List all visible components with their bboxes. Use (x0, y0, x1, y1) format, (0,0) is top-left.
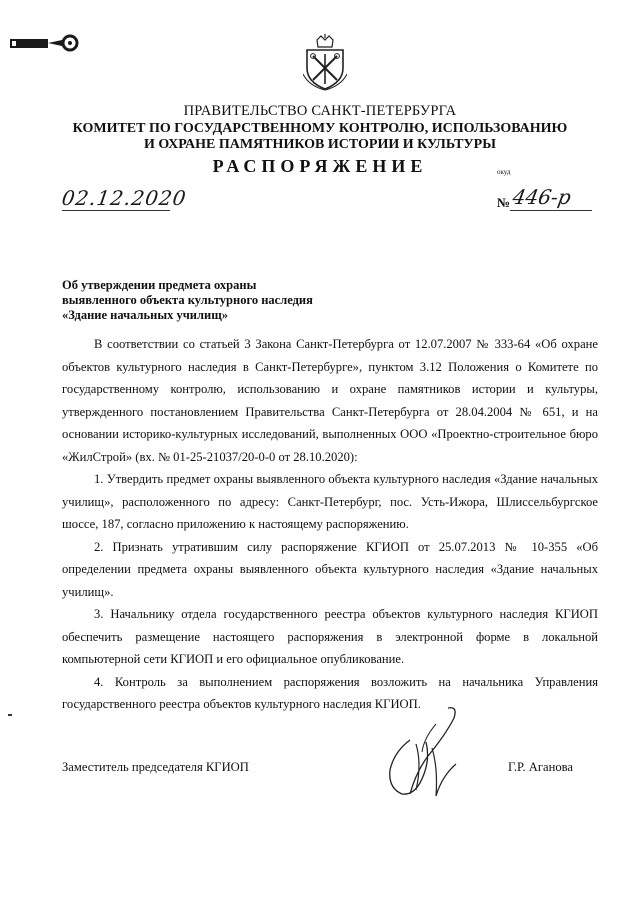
okud-label: окуд (497, 168, 511, 176)
subject-line2: выявленного объекта культурного наследия (62, 293, 313, 307)
subject-line3: «Здание начальных училищ» (62, 308, 229, 322)
number-underline (510, 210, 592, 211)
document-type: РАСПОРЯЖЕНИЕ (212, 156, 428, 176)
document-body (62, 333, 598, 716)
st-petersburg-coat-of-arms-icon (303, 34, 347, 92)
clause-3: 3. Начальнику отдела государственного реестра объектов культурного наследия КГИОП обеспечить размещение настоящего распоряжения в электронной форме в локальной компьютерной сети КГИОП и его официальное опубликование. (62, 607, 598, 666)
margin-mark (8, 714, 12, 716)
subject-line1: Об утверждении предмета охраны (62, 278, 257, 292)
number-sign: № (497, 195, 511, 210)
committee-name-line2: И ОХРАНЕ ПАМЯТНИКОВ ИСТОРИИ И КУЛЬТУРЫ (144, 137, 496, 152)
signatory-title: Заместитель председателя КГИОП (62, 760, 249, 774)
committee-name-line1: КОМИТЕТ ПО ГОСУДАРСТВЕННОМУ КОНТРОЛЮ, ИСПОЛЬЗОВАНИЮ (72, 121, 568, 136)
government-title: ПРАВИТЕЛЬСТВО САНКТ-ПЕТЕРБУРГА (183, 103, 457, 119)
document-number: 446-р (510, 185, 573, 209)
signatory-name: Г.Р. Аганова (508, 760, 573, 774)
document-subject (62, 278, 313, 323)
clause-2: 2. Признать утратившим силу распоряжение КГИОП от 25.07.2013 № 10-355 «Об определении предмета охраны выявленного объекта культурного наследия «Здание начальных училищ». (62, 539, 598, 599)
preamble-paragraph: В соответствии со статьей 3 Закона Санкт-Петербурга от 12.07.2007 № 333-64 «Об охране объектов культурного наследия в Санкт-Петербурге», пунктом 3.12 Положения о Комитете по государственному контролю, использованию и охране памятников истории и культуры, утвержденного постановлением Правительства Санкт-Петербурга от 28.04.2004 № 651, и на основании историко-культурных исследований, выполненных ООО «Проектно-строительное бюро «ЖилСтрой» (вх. № 01-25-21037/20-0-0 от 28.10.2020): (62, 337, 598, 464)
committee-name (0, 121, 640, 153)
registration-stamp-mark (8, 30, 80, 56)
date-underline (62, 210, 170, 211)
clause-4: 4. Контроль за выполнением распоряжения возложить на начальника Управления государственного реестра объектов культурного наследия КГИОП. (62, 674, 598, 711)
clause-1: 1. Утвердить предмет охраны выявленного объекта культурного наследия «Здание начальных училищ», расположенного по адресу: Санкт-Петербург, пос. Усть-Ижора, Шлиссельбургское шоссе, 187, согласно приложению к настоящему распоряжению. (62, 472, 598, 531)
handwritten-signature (376, 704, 466, 800)
document-date: 02.12.2020 (60, 186, 189, 210)
